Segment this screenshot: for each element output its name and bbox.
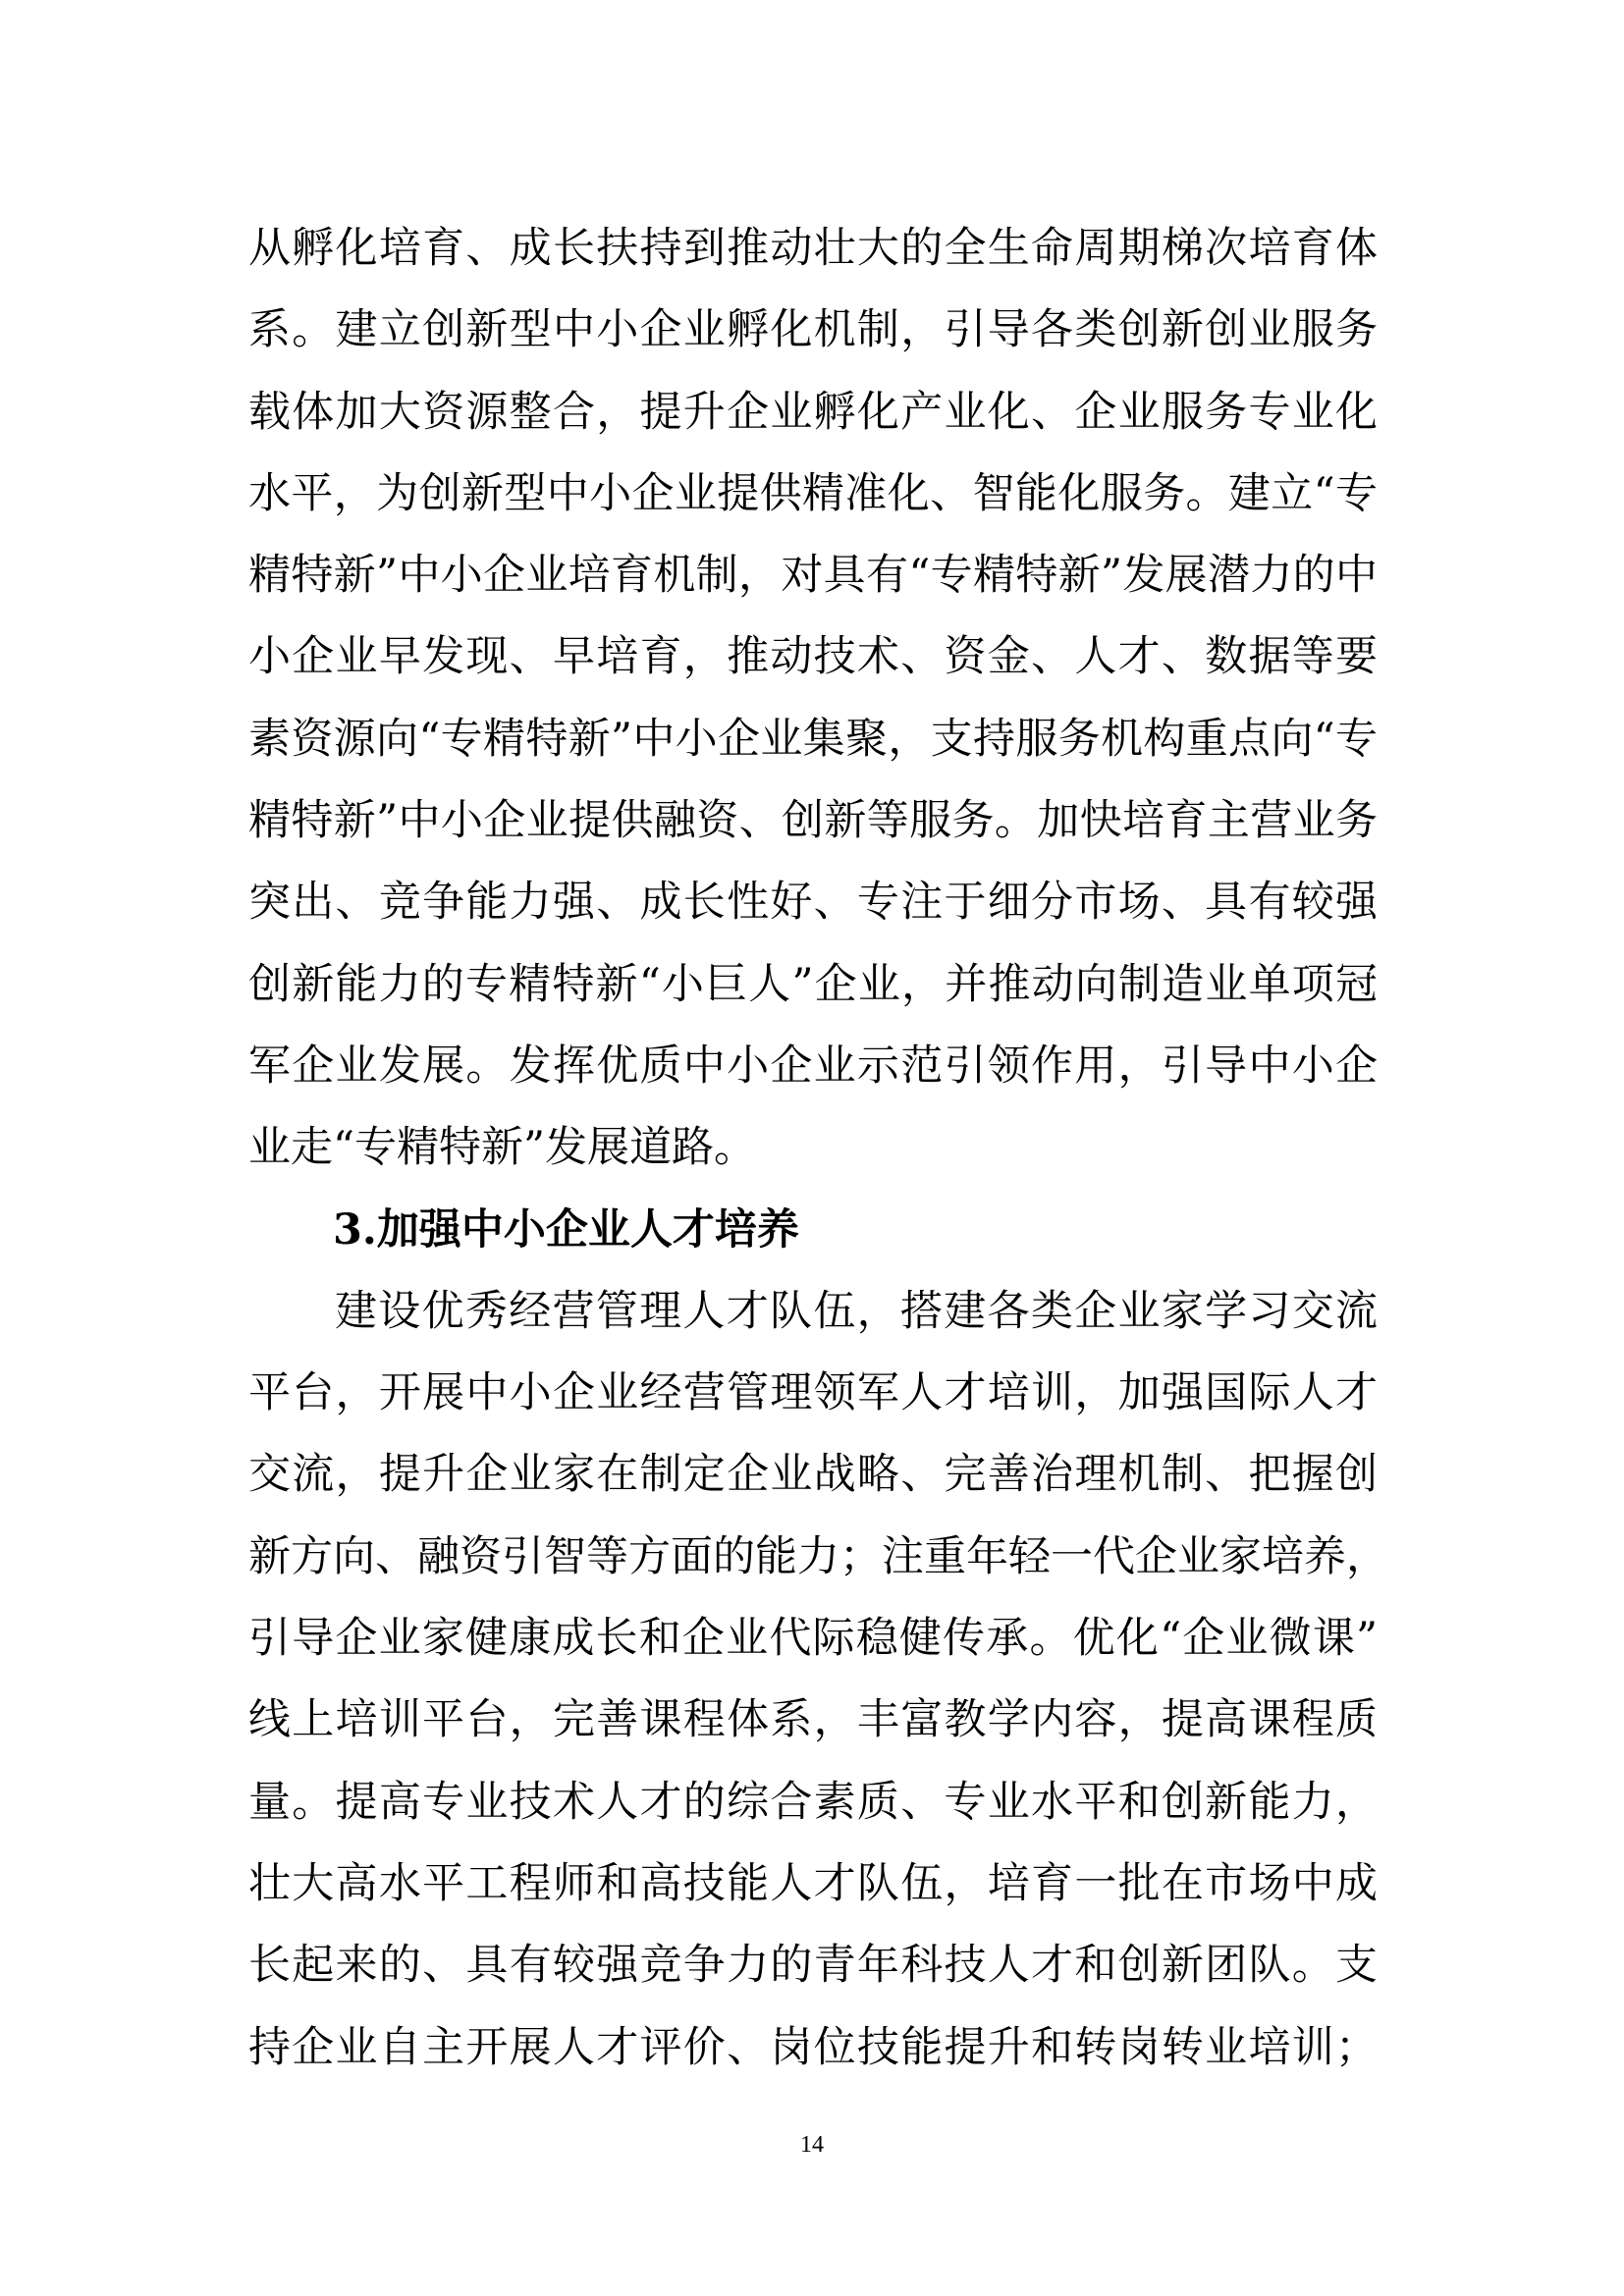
paragraph-2-line: 引导企业家健康成长和企业代际稳健传承。优化“企业微课” [248,1614,1378,1664]
paragraph-1-line: 精特新”中小企业培育机制，对具有“专精特新”发展潜力的中 [248,551,1378,601]
page-number: 14 [800,2132,824,2158]
paragraph-1-line: 从孵化培育、成长扶持到推动壮大的全生命周期梯次培育体 [248,224,1378,273]
paragraph-1-line: 系。建立创新型中小企业孵化机制，引导各类创新创业服务 [248,305,1378,355]
paragraph-1-line: 素资源向“专精特新”中小企业集聚，支持服务机构重点向“专 [248,714,1378,764]
paragraph-1-line: 军企业发展。发挥优质中小企业示范引领作用，引导中小企 [248,1041,1378,1091]
paragraph-1-line: 精特新”中小企业提供融资、创新等服务。加快培育主营业务 [248,796,1378,846]
paragraph-1-line: 突出、竞争能力强、成长性好、专注于细分市场、具有较强 [248,878,1378,928]
paragraph-2-line: 量。提高专业技术人才的综合素质、专业水平和创新能力， [248,1777,1378,1827]
paragraph-2-line: 新方向、融资引智等方面的能力；注重年轻一代企业家培养， [248,1531,1388,1581]
paragraph-1-line: 业走“专精特新”发展道路。 [248,1123,756,1173]
paragraph-2-line: 交流，提升企业家在制定企业战略、完善治理机制、把握创 [248,1450,1378,1500]
paragraph-1-line: 载体加大资源整合，提升企业孵化产业化、企业服务专业化 [248,387,1378,437]
paragraph-1-line: 小企业早发现、早培育，推动技术、资金、人才、数据等要 [248,632,1378,682]
paragraph-2-line: 线上培训平台，完善课程体系，丰富教学内容，提高课程质 [248,1695,1378,1745]
paragraph-2-line: 持企业自主开展人才评价、岗位技能提升和转岗转业培训； [248,2022,1378,2072]
paragraph-1-line: 水平，为创新型中小企业提供精准化、智能化服务。建立“专 [248,468,1378,518]
paragraph-1-line: 创新能力的专精特新“小巨人”企业，并推动向制造业单项冠 [248,959,1378,1009]
paragraph-2-line: 壮大高水平工程师和高技能人才队伍，培育一批在市场中成 [248,1858,1378,1908]
paragraph-2-line: 平台，开展中小企业经营管理领军人才培训，加强国际人才 [248,1368,1378,1418]
paragraph-2-line: 长起来的、具有较强竞争力的青年科技人才和创新团队。支 [248,1941,1378,1991]
body-text [248,218,1388,2099]
paragraph-2-line: 建设优秀经营管理人才队伍，搭建各类企业家学习交流 [335,1286,1378,1336]
section-heading: 3.加强中小企业人才培养 [333,1204,799,1255]
